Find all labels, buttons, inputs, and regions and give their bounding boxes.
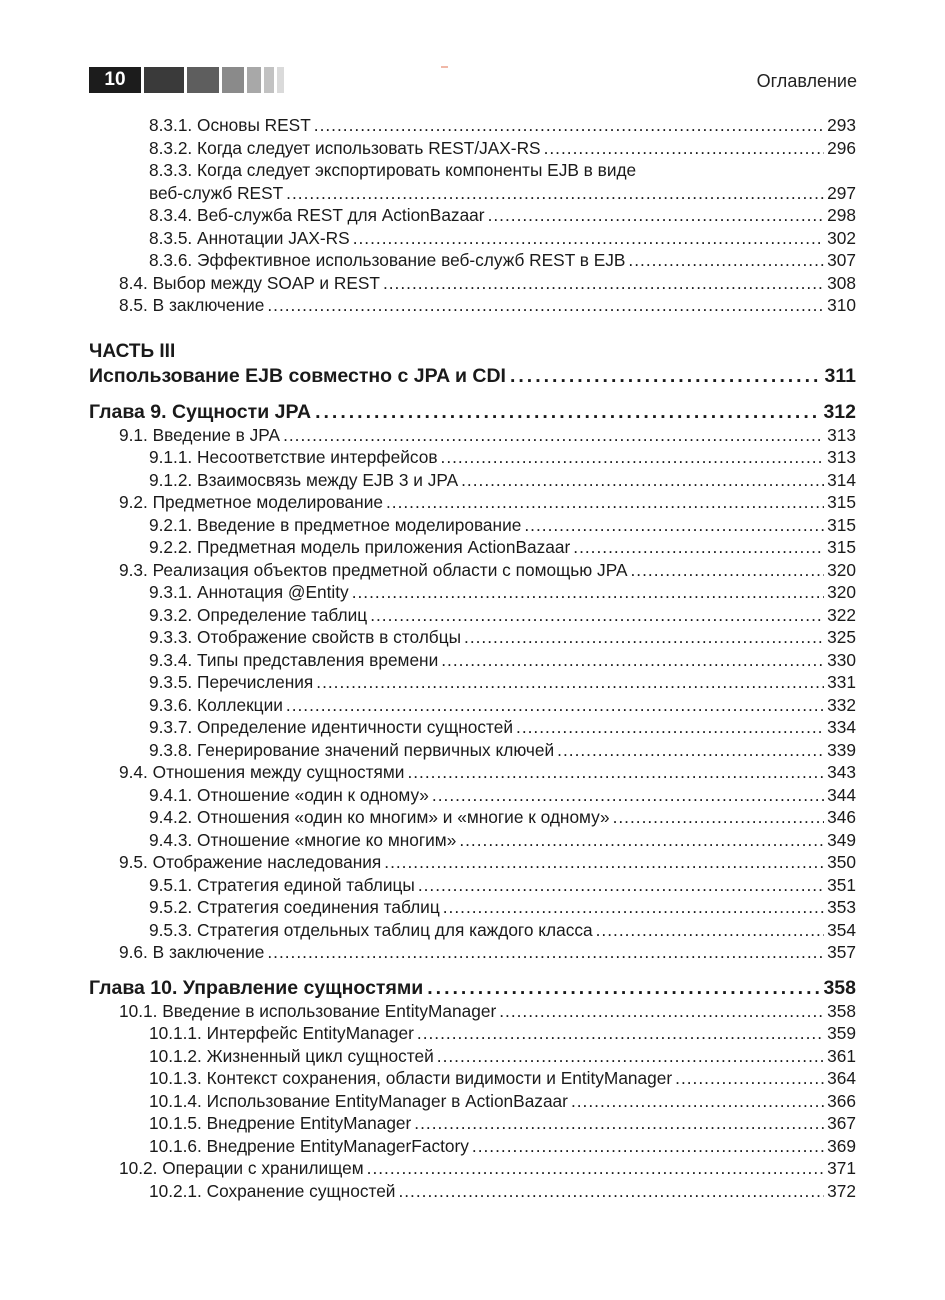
toc-entry-title: 8.3.5. Аннотации JAX-RS: [149, 227, 350, 248]
toc-entry: [89, 829, 856, 852]
toc-leader-dots: [283, 424, 824, 447]
toc-entry-title: 9.1. Введение в JPA: [119, 424, 281, 445]
toc-entry: [89, 272, 856, 295]
header-decor-block: [277, 67, 284, 93]
toc-leader-dots: [443, 896, 824, 919]
toc-entry: [89, 739, 856, 762]
toc-leader-dots: [386, 491, 824, 514]
header-decor-block: [247, 67, 261, 93]
toc-entry-title: 9.2. Предметное моделирование: [119, 492, 383, 512]
toc-leader-dots: [628, 249, 824, 272]
chapter-heading: [89, 400, 856, 424]
toc-entry: [89, 1022, 856, 1045]
toc-leader-dots: [417, 1022, 824, 1045]
toc-entry-page: 366: [827, 1090, 856, 1111]
toc-entry-page: 302: [827, 227, 856, 248]
table-of-contents: [89, 114, 856, 1202]
toc-leader-dots: [432, 784, 824, 807]
toc-entry-page: 296: [827, 137, 856, 158]
toc-leader-dots: [315, 400, 819, 424]
toc-entry-page: 343: [827, 762, 856, 782]
toc-leader-dots: [286, 182, 824, 205]
toc-leader-dots: [441, 649, 824, 672]
toc-entry-page: 314: [827, 469, 856, 490]
toc-entry: [89, 227, 856, 250]
toc-entry-page: 354: [827, 919, 856, 940]
toc-leader-dots: [472, 1135, 824, 1158]
toc-entry-title: 9.3.2. Определение таблиц: [149, 604, 368, 625]
toc-entry: [89, 424, 856, 447]
page-header: [89, 67, 284, 93]
toc-entry-title: 9.2.2. Предметная модель приложения ActionBazaar: [149, 537, 571, 557]
toc-entry: [89, 761, 856, 784]
toc-leader-dots: [367, 1157, 825, 1180]
toc-entry: [89, 491, 856, 514]
toc-entry-title: 10.1.4. Использование EntityManager в ActionBazaar: [149, 1090, 568, 1111]
toc-leader-dots: [314, 114, 824, 137]
chapter-heading: [89, 976, 856, 1000]
toc-entry-page: 332: [827, 694, 856, 715]
toc-entry-title: 10.1.1. Интерфейс EntityManager: [149, 1023, 414, 1043]
toc-leader-dots: [370, 604, 824, 627]
toc-entry-page: 349: [827, 829, 856, 850]
toc-entry-title: 9.4.1. Отношение «один к одному»: [149, 784, 429, 805]
toc-entry-page: 358: [827, 1000, 856, 1021]
toc-entry: [89, 536, 856, 559]
toc-entry: [89, 1180, 856, 1203]
toc-leader-dots: [544, 137, 825, 160]
toc-entry-page: 369: [827, 1135, 856, 1156]
toc-leader-dots: [316, 671, 824, 694]
chapter-page: 312: [823, 400, 856, 423]
header-decor-block: [187, 67, 219, 93]
header-decor-block: [222, 67, 244, 93]
part-label: ЧАСТЬ III: [89, 340, 176, 362]
toc-leader-dots: [461, 469, 824, 492]
toc-entry-page: 346: [827, 807, 856, 827]
toc-entry: [89, 581, 856, 604]
toc-entry: [89, 1157, 856, 1180]
toc-entry: [89, 1067, 856, 1090]
toc-entry-title: 9.3.4. Типы представления времени: [149, 649, 439, 670]
toc-entry-title-line2: веб-служб REST: [149, 182, 284, 203]
toc-entry-title: 8.5. В заключение: [119, 295, 265, 315]
toc-entry-title-line1: 8.3.3. Когда следует экспортировать компоненты EJB в виде: [149, 160, 637, 180]
toc-entry: [89, 469, 856, 492]
toc-leader-dots: [383, 272, 824, 295]
toc-entry: [89, 919, 856, 942]
toc-leader-dots: [510, 364, 821, 388]
toc-entry-title: 9.5.1. Стратегия единой таблицы: [149, 874, 415, 895]
toc-leader-dots: [407, 761, 824, 784]
toc-entry-title: 9.5. Отображение наследования: [119, 852, 382, 872]
toc-entry-page: 315: [827, 492, 856, 512]
toc-leader-dots: [499, 1000, 824, 1023]
toc-entry-title: 9.1.2. Взаимосвязь между EJB 3 и JPA: [149, 469, 459, 490]
toc-entry-page: 297: [827, 182, 856, 203]
toc-entry: [89, 806, 856, 829]
toc-entry-title: 9.3.8. Генерирование значений первичных ключей: [149, 739, 555, 760]
toc-entry-page: 313: [827, 424, 856, 445]
toc-leader-dots: [524, 514, 824, 537]
toc-entry: [89, 716, 856, 739]
toc-entry-page: 372: [827, 1180, 856, 1201]
toc-entry-page: 315: [827, 514, 856, 535]
toc-entry: [89, 874, 856, 897]
toc-leader-dots: [286, 694, 824, 717]
toc-leader-dots: [630, 559, 824, 582]
toc-entry-page: 344: [827, 784, 856, 805]
toc-entry: [89, 1112, 856, 1135]
toc-leader-dots: [267, 941, 824, 964]
toc-leader-dots: [613, 806, 825, 829]
toc-entry: [89, 559, 856, 582]
toc-entry-page: 320: [827, 582, 856, 602]
toc-entry-title: 9.5.3. Стратегия отдельных таблиц для каждого класса: [149, 919, 593, 940]
toc-entry: [89, 182, 856, 205]
toc-entry: [89, 694, 856, 717]
toc-leader-dots: [352, 581, 824, 604]
toc-entry-page: 310: [827, 295, 856, 315]
toc-leader-dots: [488, 204, 825, 227]
toc-entry-page: 351: [827, 874, 856, 895]
toc-entry: [89, 1045, 856, 1068]
toc-entry-page: 361: [827, 1045, 856, 1066]
toc-entry-title: 8.3.1. Основы REST: [149, 115, 311, 135]
toc-leader-dots: [414, 1112, 824, 1135]
toc-entry-page: 293: [827, 115, 856, 135]
part-heading: [89, 364, 856, 388]
toc-leader-dots: [557, 739, 824, 762]
toc-entry-title: 10.1.5. Внедрение EntityManager: [149, 1113, 412, 1133]
part-title: Использование EJB совместно с JPA и CDI: [89, 364, 506, 387]
toc-entry: [89, 294, 856, 317]
toc-entry: [89, 446, 856, 469]
toc-entry-title: 10.1.3. Контекст сохранения, области видимости и EntityManager: [149, 1068, 673, 1088]
toc-entry: [89, 896, 856, 919]
toc-leader-dots: [459, 829, 824, 852]
page-number: 10: [89, 67, 141, 93]
header-decor-block: [264, 67, 274, 93]
toc-entry-title: 9.3.7. Определение идентичности сущностей: [149, 717, 514, 737]
toc-entry: [89, 114, 856, 137]
toc-entry-page: 350: [827, 852, 856, 872]
toc-entry-title: 9.6. В заключение: [119, 942, 265, 962]
toc-entry-title: 9.1.1. Несоответствие интерфейсов: [149, 447, 438, 467]
toc-entry: [89, 1000, 856, 1023]
toc-entry-title: 9.2.1. Введение в предметное моделирование: [149, 514, 522, 535]
toc-entry-page: 359: [827, 1023, 856, 1043]
toc-entry-page: 334: [827, 717, 856, 737]
toc-entry-page: 357: [827, 942, 856, 962]
toc-entry-page: 330: [827, 649, 856, 670]
toc-leader-dots: [571, 1090, 824, 1113]
toc-leader-dots: [267, 294, 824, 317]
toc-entry-title: 10.2. Операции с хранилищем: [119, 1158, 364, 1178]
toc-entry-title: 9.3. Реализация объектов предметной области с помощью JPA: [119, 559, 628, 580]
toc-entry: [89, 941, 856, 964]
section-title: Оглавление: [756, 71, 857, 91]
toc-entry-title: 8.4. Выбор между SOAP и REST: [119, 272, 380, 293]
toc-entry-page: 331: [827, 672, 856, 692]
toc-entry-title: 9.3.6. Коллекции: [149, 694, 283, 715]
toc-entry-title: 8.3.4. Веб-служба REST для ActionBazaar: [149, 205, 485, 225]
toc-entry-title: 9.3.5. Перечисления: [149, 672, 314, 692]
toc-leader-dots: [353, 227, 824, 250]
toc-entry: [89, 514, 856, 537]
toc-leader-dots: [437, 1045, 824, 1068]
toc-leader-dots: [675, 1067, 824, 1090]
toc-entry-title: 10.1.6. Внедрение EntityManagerFactory: [149, 1135, 469, 1156]
toc-entry-page: 298: [827, 205, 856, 225]
toc-entry-title: 9.4.2. Отношения «один ко многим» и «многие к одному»: [149, 807, 610, 827]
toc-entry-title: 9.4. Отношения между сущностями: [119, 762, 405, 782]
toc-entry-page: 371: [827, 1158, 856, 1178]
chapter-title: Глава 9. Сущности JPA: [89, 400, 312, 423]
part-page: 311: [824, 364, 856, 387]
chapter-page: 358: [823, 976, 856, 999]
toc-entry-title: 9.3.3. Отображение свойств в столбцы: [149, 627, 462, 647]
toc-entry: [89, 1090, 856, 1113]
toc-entry-page: 364: [827, 1068, 856, 1088]
toc-entry-title: 10.1. Введение в использование EntityManager: [119, 1000, 497, 1021]
toc-entry: [89, 649, 856, 672]
toc-entry: [89, 851, 856, 874]
header-decor-block: [144, 67, 184, 93]
toc-leader-dots: [427, 976, 819, 1000]
toc-leader-dots: [464, 626, 824, 649]
toc-entry-title: 8.3.2. Когда следует использовать REST/JAX-RS: [149, 137, 541, 158]
toc-entry-title: 9.5.2. Стратегия соединения таблиц: [149, 897, 440, 917]
toc-entry: [89, 671, 856, 694]
print-mark: [441, 66, 448, 68]
toc-leader-dots: [441, 446, 825, 469]
toc-entry: [89, 626, 856, 649]
toc-leader-dots: [596, 919, 825, 942]
toc-entry-page: 367: [827, 1113, 856, 1133]
toc-entry: [89, 204, 856, 227]
toc-entry: [89, 784, 856, 807]
toc-entry-page: 315: [827, 537, 856, 557]
toc-entry: [89, 137, 856, 160]
toc-entry: [89, 249, 856, 272]
toc-entry-page: 339: [827, 739, 856, 760]
toc-leader-dots: [516, 716, 824, 739]
toc-entry-title: 9.3.1. Аннотация @Entity: [149, 582, 349, 602]
toc-leader-dots: [384, 851, 824, 874]
toc-entry-page: 313: [827, 447, 856, 467]
toc-entry-page: 320: [827, 559, 856, 580]
toc-entry-page: 308: [827, 272, 856, 293]
chapter-title: Глава 10. Управление сущностями: [89, 976, 424, 999]
toc-leader-dots: [418, 874, 824, 897]
toc-leader-dots: [398, 1180, 824, 1203]
toc-entry-page: 353: [827, 897, 856, 917]
toc-entry-title: 8.3.6. Эффективное использование веб-служб REST в EJB: [149, 250, 626, 270]
toc-leader-dots: [573, 536, 824, 559]
toc-entry-page: 307: [827, 250, 856, 270]
toc-entry-page: 325: [827, 627, 856, 647]
toc-entry-title: 10.1.2. Жизненный цикл сущностей: [149, 1045, 434, 1066]
toc-entry-title: 9.4.3. Отношение «многие ко многим»: [149, 829, 457, 850]
toc-entry: [89, 1135, 856, 1158]
toc-entry: [89, 604, 856, 627]
toc-entry-title: 10.2.1. Сохранение сущностей: [149, 1180, 396, 1201]
toc-entry-page: 322: [827, 604, 856, 625]
